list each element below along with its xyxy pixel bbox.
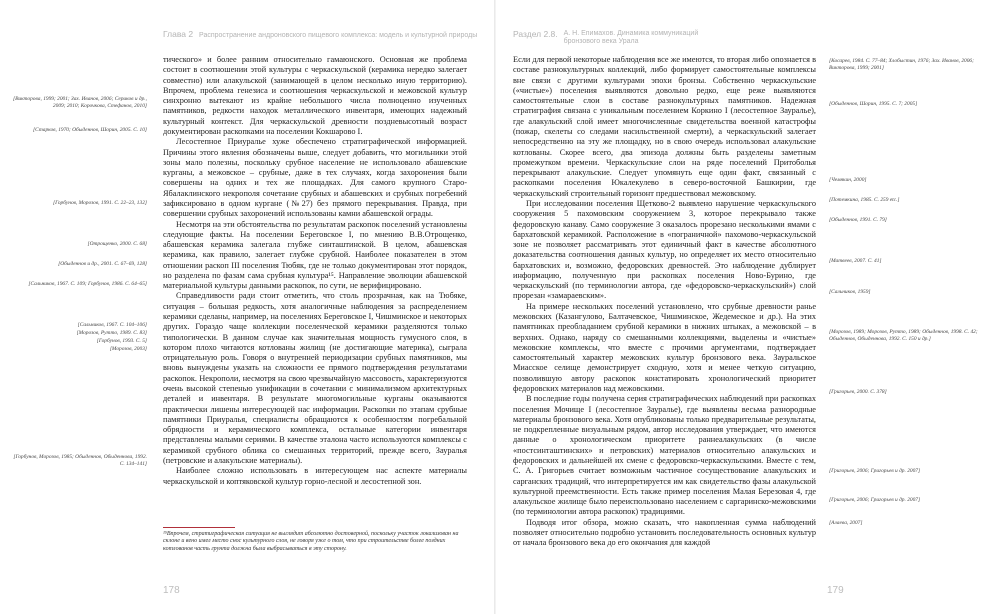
paragraph: В последние годы получена серия стратиграфических наблюдений при раскопках поселения Мочище I (лесостепное Зауралье), где выявлены весьма разнородные материалы бронзового века. Хотя опубликованы только предварительные результаты, не подкрепленные визуальным рядом, автор исследования утверждает, что имеются данные о хронологическом приоритете раннеалакульских (в числе «постсинташтинских» и петровских) материалов относительно алакульских и федоровских и дальнейшей их смене с федоровско-черкаскульскими. Вместе с тем, С. А. Григорьев считает возможным частичное сосуществование алакульских и сарганских традиций, что интерпретируется им как свидетельство фазы алакульской культурной преемственности. Есть также пример поселения Малая Березовая 4, где алакульское жилище было переиспользовано населением с саргаринско-межовскими (по терминологии автора раскопок) традициями. [513,394,816,517]
margin-note: [Григорьев, 2006; Григорьев и др. 2007] [829,468,921,474]
page-number-right: 179 [827,585,844,596]
paragraph: Подводя итог обзора, можно сказать, что накопленная сумма наблюдений позволяет относительно подробно установить последовательность основных культур от начала бронзового века до его окончания для каждой [513,517,816,548]
paragraph: Наиболее сложно использовать в интересующем нас аспекте материалы черкаскульской и коптяковской культур горно-лесной и лесостепной зон. [163,466,467,486]
chapter-label: Глава 2 [163,29,194,39]
margin-note: [Отрощенко, 2000. С. 68] [87,241,147,247]
margin-note: [Горбунов, Морозов, 1991. С. 22–23, 132] [52,200,147,206]
margin-note: [Викторова, 1999; 2001; Зах. Иванов, 2006; Сериков и др., 2009; 2010; Корочкова, Стефанов, 2010] [12,96,147,109]
paragraph: Несмотря на эти обстоятельства по результатам раскопок поселений установлены следующие факты. На поселении Береговское I, по мнению В.В.Отрощенко, абашевская керамика залегала глубже синташтинской. В целом, абашевская керамика, как правило, залегает глубже срубной. Наиболее показателен в этом отношении раскоп III поселения Тюбяк, где не только документирован этот порядок, но разделена по фазам сама срубная культура¹⁵. Направление эволюции абашевской материальной культуры данными раскопок, по сути, не верифицировано. [163,219,467,291]
margin-note: [Морозов, Рутто, 1989. С. 83] [76,330,147,336]
main-text-right [513,55,816,549]
margin-note: [Чемякин, 2000] [829,177,867,183]
section-title: А. Н. Епимахов. Динамика коммуникаций бронзового века Урала [563,30,699,45]
left-page [0,0,495,614]
footnote: ¹⁵Впрочем, стратиграфическая ситуация не выглядит абсолютно достоверной, поскольку участок локализован на склоне и вено имел место снос культурного слоя, не говоря уже о том, что при строительстве более поздних котлованов часть грунта должна была выбрасываться в эту сторону. [163,531,459,552]
margin-note: [Алаева, 2007] [829,520,863,526]
margin-note: [Морозов, 1989; Морозов, Рутто, 1989; Обыденнов, 1998. С. 42; Обыденнов, Обыденнова, 1992. С. 150 и др.] [829,329,978,342]
margin-note: [Обыденнов и др., 2001. С. 67–69, 128] [58,261,147,267]
chapter-title: Распространение андроновского пищевого комплекса: модель и культурной природы [199,32,478,39]
paragraph: тического» и более ранним относительно гамаюнского. Основная же проблема состоит в соотношении этой культуры с черкаскульской (керамика нередко залегает совместно) или алакульской (занимающей в целом несколько иную территорию). Впрочем, проблема генезиса и соотношения черкаскульской и межовской культур синхронно вытекают из крайне небольшого числа полноценно изученных памятников, редкости находок металлического инвентаря, имеющих надежный культурный контекст. Для черкаскульской древности поздневысотный возраст документирован раскопками на поселении Кокшарово I. [163,55,467,136]
running-head-left [163,30,477,40]
margin-note: [Сальников, 1967. С. 104–106] [77,322,147,328]
margin-note: [Григорьев, 2006; Григорьев и др. 2007] [829,497,921,503]
margin-note: [Морозов, 2003] [109,346,147,352]
margin-note: [Косарев, 1984. С. 77–84; Хлобыстин, 1976; Зах. Иванов, 2006; Викторова, 1999; 2001] [829,58,974,71]
paragraph: На примере нескольких поселений установлено, что срубные древности ранье межовских (Казангулово, Балтачевское, Чишминское, Жедемеское и др.). На этих памятниках преобладанием срубной керамики в нижних штыках, а межовской – в верхних. Однако, наряду со смешанными коллекциями, выделены и «чистые» межовские комплексы, что вместе с прочими аргументами, подтверждает самостоятельный характер межовских культур бронзового века. Зауральское Миасское селище демонстрирует сходную, хотя и менее четкую ситуацию, позволившую автору раскопок констатировать хронологический приоритет федоровских материалов над межовскими. [513,301,816,393]
main-text-left [163,55,467,487]
margin-note: [Обыденнов, Шорин, 1995. С. 7; 2005] [829,101,918,107]
margin-note: [Сальников, 1959] [829,289,871,295]
running-head-right [513,30,714,46]
margin-note: [Горбунов, 1993. С. 5] [96,338,147,344]
margin-note: [Сальников, 1967. С. 109; Горбунов, 1986. С. 64–65] [28,281,147,287]
margin-note: [Потемкина, 1985. С. 259 etc.] [829,197,900,203]
margin-note: [Григорьев, 2000. С. 378] [829,389,887,395]
margin-note: [Матвеев, 2007. С. 41] [829,258,882,264]
page-number-left: 178 [163,585,180,596]
right-page [496,0,991,614]
paragraph: Лесостепное Приуралье хуже обеспечено стратиграфической информацией. Причины этого явления обозначены выше, следует добавить, что могильники этой зоны мало полезны, поскольку срубное население не использовало абашевские курганы, а межовское – срубные, даже в тех случаях, когда захоронения были совершены на одних и тех же площадках. Для самого крупного Старо-Ябалаклинского некрополя сочетание срубных и абашевских и срубных погребений зафиксировано в одном кургане (№27) без прямого перекрывания. Правда, при совершении срубных захоронений использованы камни абашевской ограды. [163,137,467,219]
margin-note: [Старков, 1970; Обыденнов, Шорин, 2005. С. 10] [33,127,147,133]
footnote-divider [163,527,235,528]
section-label: Раздел 2.8. [513,29,558,39]
margin-note: [Обыденнов, 1991. С. 79] [829,217,887,223]
paragraph: При исследовании поселения Щетково-2 выявлено нарушение черкаскульского сооружения 5 пахомовским сооружением 3, которое перекрывало также федоровскую канаву. Само сооружение 3 оказалось прорезано несколькими ямами с бархатовской керамикой. Расположение в «пограничной» пахомово-черкаскульской зоне не позволяет рассматривать этот единичный факт в качестве абсолютного доказательства соотношения данных культур, но определяет их место относительно бархатовских и, возможно, федоровских древностей. Это наблюдение дублирует информацию, полученную при раскопках поселения Ново-Бурино, где черкаскульский (по терминологии автора, где «федоровско-черкаскульский») слой прорезан «замараевским». [513,198,816,301]
margin-note: [Горбунов, Морозов, 1985; Обыденнов, Обыденнова, 1992. С. 134–141] [13,454,147,467]
paragraph: Если для первой некоторые наблюдения все же имеются, то вторая либо опознается в составе разнокультурных коллекций, либо формирует самостоятельные комплексы вне связи с другими культурами эпохи бронзы. Собственно черкаскульские («чистые») поселения выявляются довольно редко, еще реже выявляются самостоятельные слои в составе разнокультурных памятников. Надежная стратиграфия связана с уникальным поселением Коркино I (лесостепное Зауралье), где алакульский слой имеет многочисленные свидетельства военной катастрофы (пожар, скелеты со следами насильственной смерти), а черкаскульский залегает непосредственно на эту же площадку, но в свою очередь использовал алакульские котлованы. Скорее всего, два эпизода должны быть разделены заметным промежутком времени. Черкаскульские слои на ряде поселений Притоболья перекрывают алакульские. Следует упомянуть еще один факт, связанный с раскопками поселения Юкалекулево в северо-восточной Башкирии, где черкаскульский строительный горизонт предшествовал межовскому. [513,55,816,198]
paragraph: Справедливости ради стоит отметить, что столь прозрачная, как на Тюбяке, ситуация – большая редкость, хотя аналогичные наблюдения за распределением керамики сделаны, например, на поселениях Береговское I, Чишминское и некоторых других. Гораздо чаще коллекции поселенческой керамики разделяются только типологически. В данном случае как значительная мощность гумусного слоя, в котором плохо читаются котлованы жилищ (не достигающие материка), сыграла отрицательную роль. Говоря о внутренней периодизации срубных памятников, мы вновь вынуждены указать на сложности ее прямого подтверждения результатами раскопок. Некрополи, несмотря на свою чрезвычайную массовость, характеризуются очень высокой степенью унификации в сочетании с минимализмом архитектурных деталей и инвентаря. В результате многомогильные курганы оказываются практически лишены интересующей нас информации. Раскопки по этапам срубные памятники Приуралья, специалисты обращаются к особенностям погребальной обрядности и керамического комплекса, остальные категории инвентаря представлены малыми сериями. В качестве эталона часто используются комплексы с керамикой срубного облика со смешанных территорий, прежде всего, Зауралья (петровские и алакульские материалы). [163,291,467,465]
